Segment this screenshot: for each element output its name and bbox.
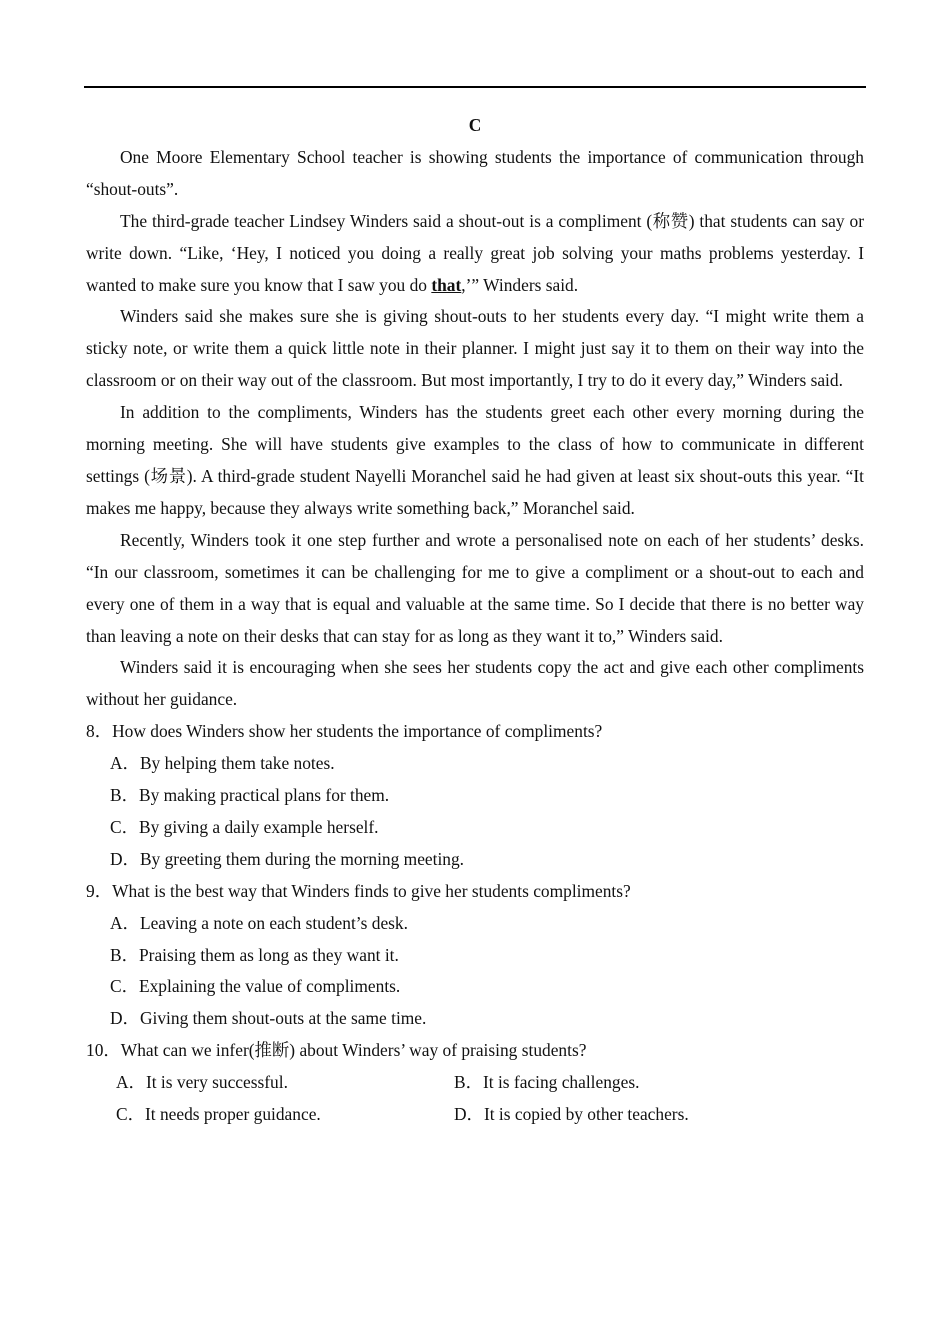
- q9-option-b: B．Praising them as long as they want it.: [110, 944, 399, 965]
- question-text: What can we infer(推断) about Winders’ way of praising students?: [120, 1040, 587, 1061]
- q10-option-d: D．It is copied by other teachers.: [454, 1104, 689, 1125]
- paragraph-6: Winders said it is encouraging when she sees her students copy the act and give each other compliments without her guidance.: [86, 657, 864, 710]
- q9-option-d: D．Giving them shout-outs at the same time.: [110, 1008, 427, 1029]
- question-9: [86, 876, 864, 908]
- q9-option-a: A．Leaving a note on each student’s desk.: [110, 912, 408, 933]
- q8-option-d: D．By greeting them during the morning meeting.: [110, 848, 465, 869]
- q10-option-b: B．It is facing challenges.: [454, 1072, 640, 1093]
- paragraph-5: Recently, Winders took it one step further and wrote a personalised note on each of her students’ desks. “In our classroom, sometimes it can be challenging for me to give a compliment or a shout-out to each and every one of them in a way that is equal and valuable at the same time. So I decide that there is no better way than leaving a note on their desks that can stay for as long as they want it to,” Winders said.: [86, 529, 864, 646]
- paragraph-1: One Moore Elementary School teacher is showing students the importance of communication through “shout-outs”.: [86, 146, 864, 199]
- paragraph-3: Winders said she makes sure she is giving shout-outs to her students every day. “I might write them a sticky note, or write them a quick little note in their planner. I might just say it to them on their way into the classroom or on their way out of the classroom. But most importantly, I try to do it every day,” Winders said.: [86, 306, 864, 391]
- header-rule: [84, 86, 866, 88]
- q10-options-row-1: [86, 1067, 864, 1099]
- emphasized-word: that: [431, 274, 462, 295]
- q8-option-b: B．By making practical plans for them.: [110, 785, 390, 806]
- q10-options-row-2: [86, 1099, 864, 1131]
- question-text: How does Winders show her students the importance of compliments?: [112, 721, 603, 742]
- paragraph-2: [86, 206, 864, 302]
- q8-option-c: C．By giving a daily example herself.: [110, 816, 379, 837]
- question-text: What is the best way that Winders finds to give her students compliments?: [112, 880, 631, 901]
- q8-option-a: A．By helping them take notes.: [110, 753, 335, 774]
- q9-option-c: C．Explaining the value of compliments.: [110, 976, 401, 997]
- question-8: [86, 716, 864, 748]
- q10-option-a: A．It is very successful.: [116, 1072, 288, 1093]
- document-body: [86, 110, 864, 1131]
- paragraph-4: In addition to the compliments, Winders has the students greet each other every morning during the morning meeting. She will have students give examples to the class of how to communicate in different settings (场景). A third-grade student Nayelli Moranchel said he had given at least six shout-outs this year. “It makes me happy, because they always write something back,” Moranchel said.: [86, 402, 864, 518]
- paragraph-2-after: ,’” Winders said.: [461, 274, 579, 295]
- q10-option-c: C．It needs proper guidance.: [116, 1104, 321, 1125]
- paragraph-2-before: The third-grade teacher Lindsey Winders said a shout-out is a compliment (称赞) that students can say or write down. “Like, ‘Hey, I noticed you doing a really great job solving your maths problems yesterday. I wanted to make sure you know that I saw you do: [86, 210, 864, 295]
- question-number: 10．: [86, 1040, 121, 1061]
- question-10: [86, 1035, 864, 1067]
- question-number: 8．: [86, 721, 113, 742]
- question-number: 9．: [86, 880, 113, 901]
- passage-title: C: [468, 115, 482, 135]
